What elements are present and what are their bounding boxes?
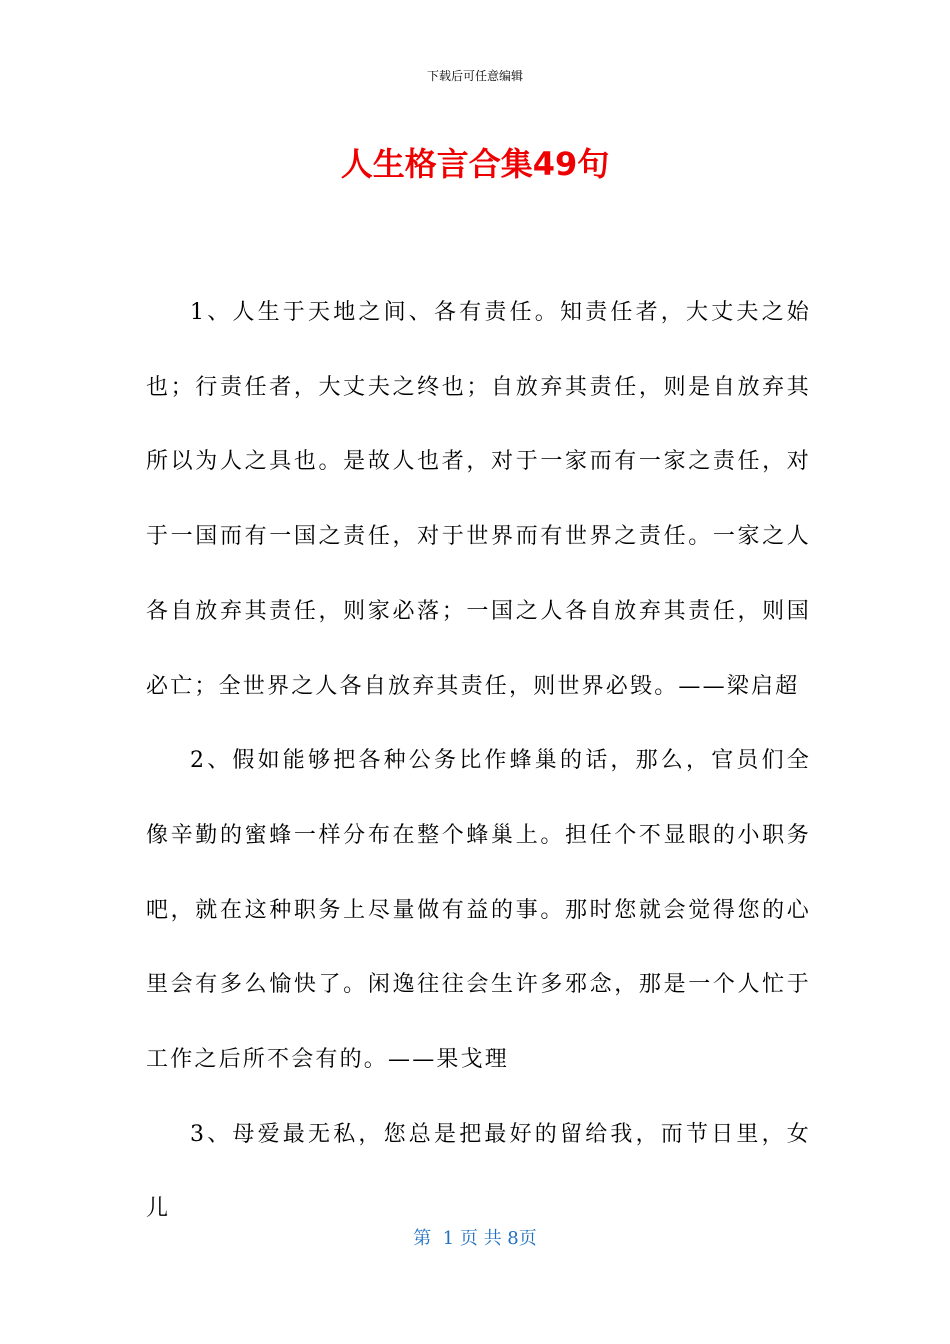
header-note: 下载后可任意编辑 — [426, 69, 523, 83]
quote-paragraph-3: 3、母爱最无私，您总是把最好的留给我，而节日里，女儿 — [146, 1121, 811, 1222]
quote-paragraph-1: 1、人生于天地之间、各有责任。知责任者，大丈夫之始也；行责任者，大丈夫之终也；自放弃其责任，则是自放弃其所以为人之具也。是故人也者，对于一家而有一家之责任，对于一国而有一国之责任，对于世界而有世界之责任。一家之人各自放弃其责任，则家必落；一国之人各自放弃其责任，则国必亡；全世界之人各自放弃其责任，则世界必毁。——梁启超 — [146, 300, 811, 699]
document-body — [146, 276, 811, 1247]
page-number-footer: 第 1 页 共 8页 — [413, 1228, 537, 1249]
document-title: 人生格言合集49句 — [340, 145, 610, 183]
quote-paragraph-2: 2、假如能够把各种公务比作蜂巢的话，那么，官员们全像辛勤的蜜蜂一样分布在整个蜂巢上。担任个不显眼的小职务吧，就在这种职务上尽量做有益的事。那时您就会觉得您的心里会有多么愉快了。闲逸往往会生许多邪念，那是一个人忙于工作之后所不会有的。——果戈理 — [146, 748, 811, 1073]
